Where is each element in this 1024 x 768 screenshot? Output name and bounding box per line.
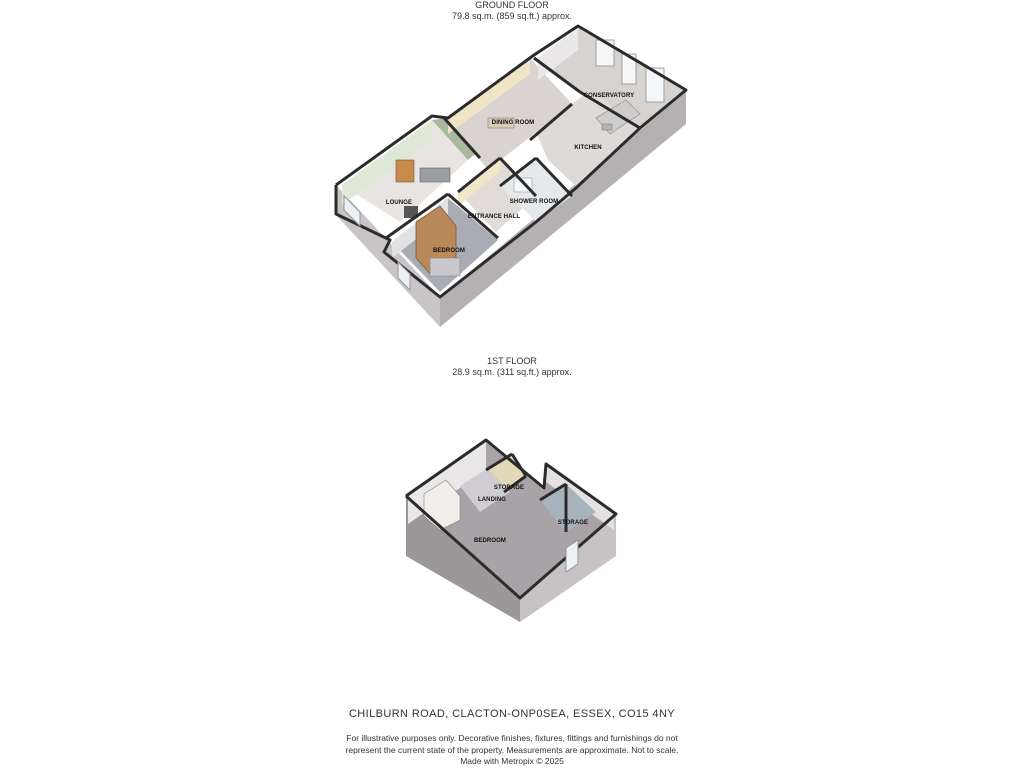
ff-bedroom-label: BEDROOM (473, 538, 507, 544)
sofa-icon (420, 168, 450, 182)
kitchen-label: KITCHEN (574, 145, 602, 151)
shower-room-label: SHOWER ROOM (509, 199, 559, 205)
entrance-hall-label: ENTRANCE HALL (467, 214, 521, 220)
disclaimer-line-1: For illustrative purposes only. Decorative finishes, fixtures, fittings and furnishings do not (346, 733, 678, 743)
first-floor-area: 28.9 sq.m. (311 sq.ft.) approx. (452, 367, 572, 377)
bed-icon (430, 258, 460, 276)
ff-storage-right-label: STORAGE (557, 520, 589, 526)
lounge-label: LOUNGE (385, 200, 413, 206)
ground-floor-title: GROUND FLOOR (475, 0, 549, 10)
kitchen-sink-icon (602, 124, 612, 130)
property-address: CHILBURN ROAD, CLACTON-ONP0SEA, ESSEX, CO15 4NY (348, 708, 676, 720)
first-floor-title: 1ST FLOOR (487, 356, 537, 366)
disclaimer (0, 733, 1024, 768)
disclaimer-line-3: Made with Metropix © 2025 (460, 756, 564, 766)
fireplace-icon (396, 160, 414, 182)
disclaimer-line-2: represent the current state of the property. Measurements are approximate. Not to scale. (345, 744, 679, 755)
ground-floor-plan (336, 26, 686, 327)
ground-floor-area: 79.8 sq.m. (859 sq.ft.) approx. (451, 11, 573, 21)
ff-storage-top-label: STORAGE (493, 485, 525, 491)
landing-label: LANDING (477, 497, 507, 503)
conservatory-label: CONSERVATORY (583, 93, 635, 99)
gf-bedroom-label: BEDROOM (432, 248, 466, 254)
first-floor-plan (406, 440, 616, 622)
dining-room-label: DINING ROOM (491, 120, 535, 126)
